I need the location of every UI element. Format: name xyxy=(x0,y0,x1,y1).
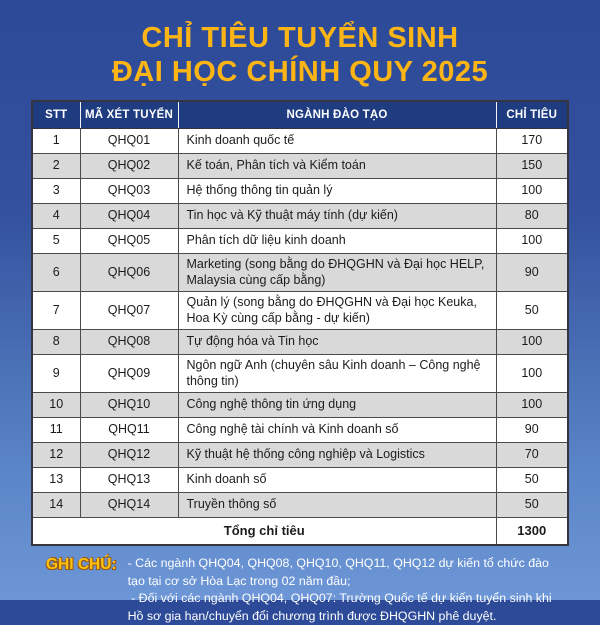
cell-code: QHQ06 xyxy=(80,254,178,292)
cell-stt: 5 xyxy=(32,229,80,254)
note-item: - Đối với các ngành QHQ04, QHQ07: Trường Quốc tế dự kiến tuyển sinh khi Hồ sơ gia hạn/chuyển đổi chương trình được ĐHQGHN phê duyệt. xyxy=(127,591,556,623)
cell-stt: 2 xyxy=(32,154,80,179)
table-row xyxy=(32,393,568,418)
table-row xyxy=(32,443,568,468)
total-label: Tổng chỉ tiêu xyxy=(32,518,496,546)
table-row xyxy=(32,418,568,443)
total-value: 1300 xyxy=(496,518,568,546)
cell-major: Công nghệ tài chính và Kinh doanh số xyxy=(178,418,496,443)
cell-quota: 170 xyxy=(496,129,568,154)
cell-stt: 9 xyxy=(32,355,80,393)
cell-quota: 90 xyxy=(496,418,568,443)
notes-label: GHI CHÚ: xyxy=(46,556,117,573)
header-quota: CHỈ TIÊU xyxy=(496,101,568,129)
cell-stt: 10 xyxy=(32,393,80,418)
cell-quota: 90 xyxy=(496,254,568,292)
cell-major: Hệ thống thông tin quản lý xyxy=(178,179,496,204)
cell-quota: 80 xyxy=(496,204,568,229)
table-row xyxy=(32,468,568,493)
cell-code: QHQ02 xyxy=(80,154,178,179)
cell-major: Ngôn ngữ Anh (chuyên sâu Kinh doanh – Công nghệ thông tin) xyxy=(178,355,496,393)
cell-quota: 50 xyxy=(496,493,568,518)
cell-major: Tự động hóa và Tin học xyxy=(178,330,496,355)
table-row xyxy=(32,292,568,330)
cell-quota: 100 xyxy=(496,330,568,355)
header-code: MÃ XÉT TUYỂN xyxy=(80,101,178,129)
cell-major: Truyền thông số xyxy=(178,493,496,518)
cell-stt: 12 xyxy=(32,443,80,468)
table-row xyxy=(32,204,568,229)
cell-code: QHQ04 xyxy=(80,204,178,229)
notes-body xyxy=(128,555,562,625)
cell-major: Quản lý (song bằng do ĐHQGHN và Đại học Keuka, Hoa Kỳ cùng cấp bằng - dự kiến) xyxy=(178,292,496,330)
cell-quota: 50 xyxy=(496,292,568,330)
cell-code: QHQ11 xyxy=(80,418,178,443)
cell-major: Kinh doanh số xyxy=(178,468,496,493)
cell-code: QHQ10 xyxy=(80,393,178,418)
cell-quota: 70 xyxy=(496,443,568,468)
cell-code: QHQ07 xyxy=(80,292,178,330)
cell-major: Tin học và Kỹ thuật máy tính (dự kiến) xyxy=(178,204,496,229)
cell-quota: 50 xyxy=(496,468,568,493)
title-line-2: ĐẠI HỌC CHÍNH QUY 2025 xyxy=(111,56,489,88)
notes-section xyxy=(0,546,600,625)
cell-stt: 6 xyxy=(32,254,80,292)
page-title xyxy=(0,0,600,89)
cell-quota: 100 xyxy=(496,229,568,254)
table-row xyxy=(32,355,568,393)
cell-code: QHQ14 xyxy=(80,493,178,518)
table-row xyxy=(32,129,568,154)
cell-major: Kỹ thuật hệ thống công nghiệp và Logistics xyxy=(178,443,496,468)
table-row xyxy=(32,179,568,204)
cell-stt: 14 xyxy=(32,493,80,518)
cell-stt: 3 xyxy=(32,179,80,204)
table-row xyxy=(32,254,568,292)
cell-major: Kế toán, Phân tích và Kiểm toán xyxy=(178,154,496,179)
cell-quota: 100 xyxy=(496,355,568,393)
cell-code: QHQ03 xyxy=(80,179,178,204)
cell-code: QHQ12 xyxy=(80,443,178,468)
admission-quota-table xyxy=(31,100,569,546)
cell-quota: 150 xyxy=(496,154,568,179)
note-item: - Các ngành QHQ04, QHQ08, QHQ10, QHQ11, QHQ12 dự kiến tổ chức đào tạo tại cơ sở Hòa Lạc trong 02 năm đầu; xyxy=(127,556,553,588)
cell-quota: 100 xyxy=(496,393,568,418)
cell-code: QHQ13 xyxy=(80,468,178,493)
cell-code: QHQ05 xyxy=(80,229,178,254)
table-row xyxy=(32,330,568,355)
table-row xyxy=(32,229,568,254)
cell-code: QHQ01 xyxy=(80,129,178,154)
cell-stt: 8 xyxy=(32,330,80,355)
cell-stt: 7 xyxy=(32,292,80,330)
cell-major: Marketing (song bằng do ĐHQGHN và Đại học HELP, Malaysia cùng cấp bằng) xyxy=(178,254,496,292)
cell-stt: 4 xyxy=(32,204,80,229)
table-header-row xyxy=(32,101,568,129)
cell-major: Phân tích dữ liệu kinh doanh xyxy=(178,229,496,254)
header-stt: STT xyxy=(32,101,80,129)
cell-stt: 1 xyxy=(32,129,80,154)
table-row xyxy=(32,493,568,518)
cell-quota: 100 xyxy=(496,179,568,204)
cell-stt: 11 xyxy=(32,418,80,443)
title-line-1: CHỈ TIÊU TUYỂN SINH xyxy=(141,22,459,54)
total-row xyxy=(32,518,568,546)
header-major: NGÀNH ĐÀO TẠO xyxy=(178,101,496,129)
table-row xyxy=(32,154,568,179)
cell-major: Kinh doanh quốc tế xyxy=(178,129,496,154)
cell-code: QHQ09 xyxy=(80,355,178,393)
cell-major: Công nghệ thông tin ứng dụng xyxy=(178,393,496,418)
cell-code: QHQ08 xyxy=(80,330,178,355)
cell-stt: 13 xyxy=(32,468,80,493)
